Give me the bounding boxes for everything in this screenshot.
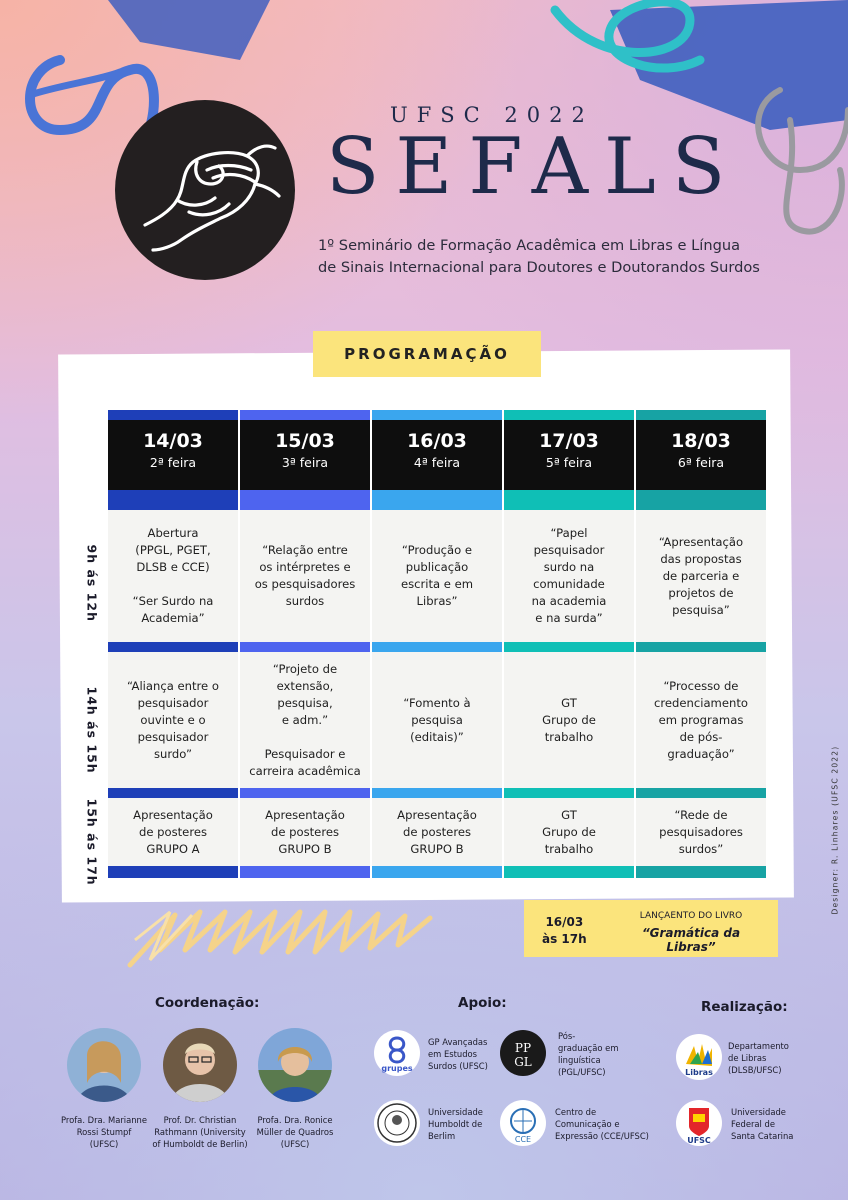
support-item-text: Pós- graduação em linguística (PGL/UFSC) bbox=[558, 1031, 619, 1077]
day-color-band bbox=[240, 866, 370, 878]
coordination-title: Coordenação: bbox=[155, 995, 260, 1011]
day-date: 15/03 bbox=[275, 430, 335, 452]
day-color-band bbox=[636, 490, 766, 510]
avatar bbox=[67, 1028, 141, 1102]
avatar bbox=[258, 1028, 332, 1102]
day-color-bar bbox=[504, 410, 634, 420]
launch-book-title: “Gramática da Libras” bbox=[641, 926, 741, 954]
day-column bbox=[504, 410, 634, 878]
support-item-text: Universidade Humboldt de Berlim bbox=[428, 1107, 483, 1141]
sefals-logo bbox=[115, 100, 295, 280]
day-color-band bbox=[240, 788, 370, 798]
day-header bbox=[504, 420, 634, 490]
day-date: 16/03 bbox=[407, 430, 467, 452]
cce-logo-text: CCE bbox=[514, 1135, 532, 1144]
day-weekday: 3ª feira bbox=[281, 455, 329, 470]
avatar bbox=[163, 1028, 237, 1102]
coordinator-caption: Prof. Dr. Christian Rathmann (University of Humboldt de Berlin) bbox=[152, 1115, 248, 1149]
yellow-zigzag bbox=[130, 912, 430, 965]
ppgl-logo-text-bottom: GL bbox=[514, 1055, 532, 1069]
launch-date: 16/03 bbox=[545, 915, 584, 929]
support-item-text: Centro de Comunicação e Expressão (CCE/UFSC) bbox=[555, 1107, 649, 1141]
support-title: Apoio: bbox=[458, 995, 507, 1011]
day-color-band bbox=[108, 642, 238, 652]
day-color-band bbox=[372, 866, 502, 878]
schedule-cell: “Aliança entre o pesquisador ouvinte e o pesquisador surdo” bbox=[108, 652, 238, 788]
ppgl-logo bbox=[500, 1030, 546, 1076]
launch-label: LANÇAENTO DO LIVRO bbox=[639, 911, 743, 921]
day-color-band bbox=[108, 490, 238, 510]
day-color-band bbox=[504, 490, 634, 510]
schedule-cell: GT Grupo de trabalho bbox=[504, 798, 634, 866]
day-color-band bbox=[636, 642, 766, 652]
ufsc-logo-text: UFSC bbox=[687, 1136, 711, 1145]
day-header bbox=[372, 420, 502, 490]
day-color-band bbox=[240, 642, 370, 652]
day-date: 17/03 bbox=[539, 430, 599, 452]
top-blue-shape bbox=[108, 0, 270, 60]
day-column bbox=[636, 410, 766, 878]
schedule-cell: Apresentação de posteres GRUPO B bbox=[372, 798, 502, 866]
day-column bbox=[372, 410, 502, 878]
time-slot-3: 15h ás 17h bbox=[84, 798, 100, 886]
book-launch-banner bbox=[524, 900, 778, 957]
ppgl-logo-text-top: PP bbox=[514, 1041, 532, 1055]
schedule-cell: “Processo de credenciamento em programas de pós- graduação” bbox=[636, 652, 766, 788]
organizer-title: Realização: bbox=[701, 999, 788, 1015]
day-color-band bbox=[372, 788, 502, 798]
day-color-band bbox=[636, 866, 766, 878]
day-color-band bbox=[108, 788, 238, 798]
day-header bbox=[636, 420, 766, 490]
event-year: UFSC 2022 bbox=[390, 103, 594, 127]
day-color-bar bbox=[372, 410, 502, 420]
handshake-icon bbox=[115, 100, 295, 280]
day-date: 18/03 bbox=[671, 430, 731, 452]
schedule-cell: Abertura (PPGL, PGET, DLSB e CCE) “Ser Surdo na Academia” bbox=[108, 510, 238, 642]
day-weekday: 2ª feira bbox=[149, 455, 197, 470]
designer-credit: Designer: R. Linhares (UFSC 2022) bbox=[830, 745, 840, 915]
event-subtitle bbox=[318, 235, 778, 279]
event-title: SEFALS bbox=[326, 122, 742, 212]
subtitle-line-2: de Sinais Internacional para Doutores e Doutorandos Surdos bbox=[318, 259, 760, 276]
schedule-heading: PROGRAMAÇÃO bbox=[313, 331, 541, 377]
day-color-bar bbox=[108, 410, 238, 420]
launch-datetime bbox=[542, 914, 587, 948]
grupes-logo bbox=[374, 1030, 420, 1076]
coordinator-caption: Profa. Dra. Ronice Müller de Quadros (UFSC) bbox=[256, 1115, 334, 1149]
schedule-cell: “Relação entre os intérpretes e os pesquisadores surdos bbox=[240, 510, 370, 642]
day-color-bar bbox=[636, 410, 766, 420]
support-item-text: GP Avançadas em Estudos Surdos (UFSC) bbox=[428, 1037, 488, 1071]
day-header bbox=[240, 420, 370, 490]
day-header bbox=[108, 420, 238, 490]
libras-logo-text: Libras bbox=[685, 1068, 713, 1077]
day-weekday: 4ª feira bbox=[413, 455, 461, 470]
grupes-logo-text: grupes bbox=[381, 1064, 413, 1073]
schedule-cell: “Fomento à pesquisa (editais)” bbox=[372, 652, 502, 788]
day-color-band bbox=[240, 490, 370, 510]
schedule-cell: “Produção e publicação escrita e em Libras” bbox=[372, 510, 502, 642]
day-weekday: 6ª feira bbox=[677, 455, 725, 470]
day-color-band bbox=[372, 490, 502, 510]
humboldt-seal-icon bbox=[374, 1100, 420, 1146]
day-color-band bbox=[504, 642, 634, 652]
time-slot-2: 14h ás 15h bbox=[84, 686, 100, 774]
schedule-cell: GT Grupo de trabalho bbox=[504, 652, 634, 788]
day-column bbox=[240, 410, 370, 878]
schedule-grid bbox=[108, 410, 766, 878]
ufsc-logo bbox=[676, 1100, 722, 1146]
libras-dept-logo bbox=[676, 1034, 722, 1080]
schedule-cell: “Projeto de extensão, pesquisa, e adm.” Pesquisador e carreira acadêmica bbox=[240, 652, 370, 788]
schedule-cell: “Rede de pesquisadores surdos” bbox=[636, 798, 766, 866]
day-color-band bbox=[504, 866, 634, 878]
day-column bbox=[108, 410, 238, 878]
organizer-item-text: Universidade Federal de Santa Catarina bbox=[731, 1107, 794, 1141]
day-color-band bbox=[108, 866, 238, 878]
schedule-cell: Apresentação de posteres GRUPO B bbox=[240, 798, 370, 866]
schedule-cell: “Apresentação das propostas de parceria e projetos de pesquisa” bbox=[636, 510, 766, 642]
day-color-band bbox=[372, 642, 502, 652]
cce-logo bbox=[500, 1100, 546, 1146]
day-date: 14/03 bbox=[143, 430, 203, 452]
day-color-bar bbox=[240, 410, 370, 420]
launch-time: às 17h bbox=[542, 932, 587, 946]
day-color-band bbox=[636, 788, 766, 798]
time-slot-1: 9h ás 12h bbox=[84, 544, 100, 622]
schedule-cell: Apresentação de posteres GRUPO A bbox=[108, 798, 238, 866]
day-weekday: 5ª feira bbox=[545, 455, 593, 470]
subtitle-line-1: 1º Seminário de Formação Acadêmica em Libras e Língua bbox=[318, 237, 741, 254]
organizer-item-text: Departamento de Libras (DLSB/UFSC) bbox=[728, 1041, 789, 1075]
day-color-band bbox=[504, 788, 634, 798]
schedule-cell: “Papel pesquisador surdo na comunidade na academia e na surda” bbox=[504, 510, 634, 642]
coordinator-caption: Profa. Dra. Marianne Rossi Stumpf (UFSC) bbox=[60, 1115, 148, 1149]
